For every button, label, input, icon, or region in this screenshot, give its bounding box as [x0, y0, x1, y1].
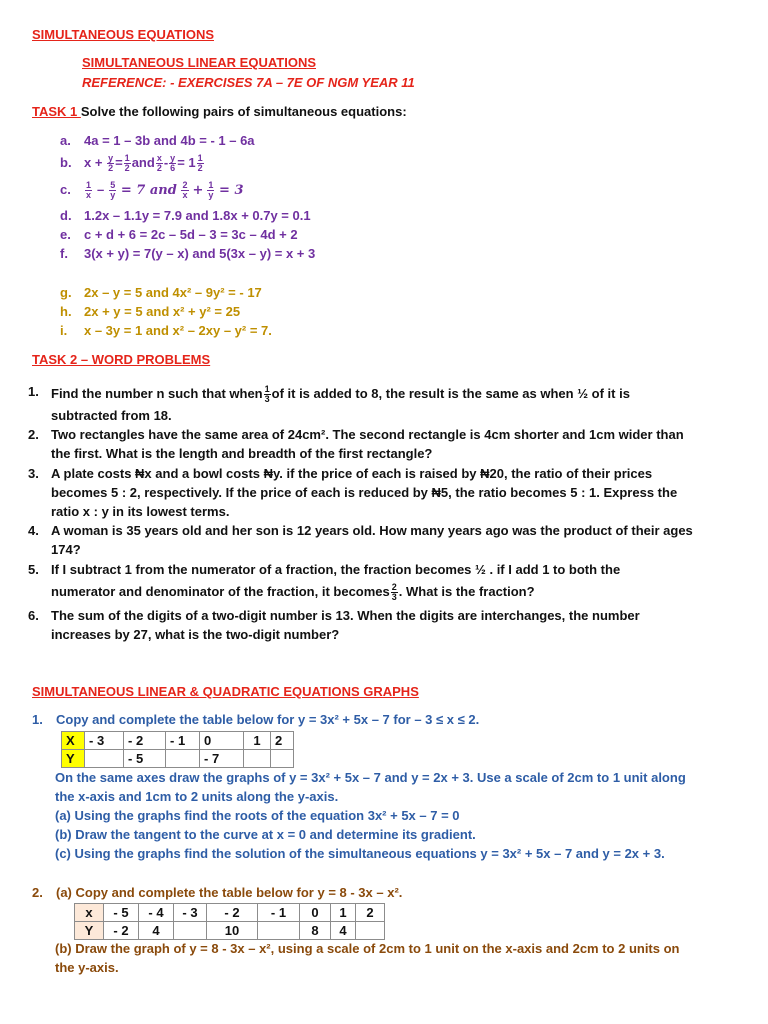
task2-heading: TASK 2 – WORD PROBLEMS — [32, 352, 211, 367]
table-cell: 2 — [271, 732, 294, 750]
problem-number: 5. — [28, 562, 39, 577]
table-cell: - 1 — [166, 732, 200, 750]
problem-number: 2. — [28, 427, 39, 442]
fraction: $\frac{5}{y}$ — [110, 180, 116, 201]
table-cell: - 2 — [207, 904, 258, 922]
equation-e — [60, 226, 298, 244]
equation-h — [60, 303, 240, 321]
equation-text: 2x + y = 5 and x² + y² = 25 — [84, 304, 241, 319]
table-cell — [271, 750, 294, 768]
fraction: $\frac{2}{3}$ — [391, 582, 397, 603]
equation-label: e. — [60, 227, 71, 242]
problem-number: 3. — [28, 466, 39, 481]
table-row — [75, 922, 385, 940]
table-q1 — [61, 731, 294, 768]
equation-i — [60, 322, 272, 340]
table-row — [62, 732, 294, 750]
graph-question-2-line: the y-axis. — [55, 960, 119, 975]
section-subtitle: SIMULTANEOUS LINEAR EQUATIONS — [82, 55, 316, 70]
fraction: $\frac{y}{6}$ — [170, 153, 176, 174]
table-cell: X — [62, 732, 85, 750]
table-q2 — [74, 903, 385, 940]
table-cell: - 2 — [104, 922, 139, 940]
equation-label: b. — [60, 155, 72, 170]
equation-b: b. x + $\frac{y}{2}$ = $\frac{1}{2}$ and $\frac{x}{2}$ - $\frac{y}{6}$ = 1 $\frac{1}{2}$ — [60, 153, 203, 174]
graph-question-1-part-b: (b) Draw the tangent to the curve at x = 0 and determine its gradient. — [55, 827, 476, 842]
graph-question-1-line: the x-axis and 1cm to 2 units along the y-axis. — [55, 789, 339, 804]
fraction: $\frac{1}{2}$ — [124, 153, 130, 174]
question-text: (a) Copy and complete the table below for y = 8 - 3x – x². — [56, 885, 403, 900]
equation-c: c. $\frac{1}{x}$ – $\frac{5}{y}$ = 7 and $\frac{2}{x}$ + $\frac{1}{y}$ = 3 — [60, 178, 244, 203]
table-cell: 1 — [331, 904, 356, 922]
equation-g — [60, 284, 262, 302]
table-cell: x — [75, 904, 104, 922]
fraction: $\frac{1}{3}$ — [264, 384, 270, 405]
document-page: SIMULTANEOUS EQUATIONS SIMULTANEOUS LINEAR EQUATIONS REFERENCE: - EXERCISES 7A – 7E OF NGM YEAR 11 TASK 1 Solve the following pairs of simultaneous equations: a. 4a = 1 – 3b and 4b = - 1 – 6a b. x + $\frac{y}{2}$ = $\frac{1}{2}$ and $\frac{x}{2}$ - $\frac{y}{6}$ = 1 $\frac{1}{2}$ c. $\frac{1}{x}$ – $\frac{5}{y}$ = 7 and $\frac{2}{x}$ + $\frac{1}{y}$ = 3 d. 1.2x – 1.1y = 7.9 and 1.8x + 0.7y = 0.1 e. c + d + 6 = 2c – 5d – 3 = 3c – 4d + 2 f. 3(x + y) = 7(y – x) and 5(3x – y) = x + 3 g. 2x – y = 5 and 4x² – 9y² = - 17 h. 2x + y = 5 and x² + y² = 25 i. x – 3y = 1 and x² – 2xy – y² = 7. TASK 2 – WORD PROBLEMS 1. Find the number n such that when $\frac{1}{3}$ of it is added to 8, the result is the same as when ½ of it is subtracted from 18. 2. Two rectangles have the same area of 24cm². The second rectangle is 4cm shorter and 1cm wider than the first. What is the length and breadth of the first rectangle? 3. A plate costs ₦x and a bowl costs ₦y. if the price of each is raised by ₦20, the ratio of their prices becomes 5 : 2, respectively. If the price of each is reduced by ₦5, the ratio becomes 5 : 1. Express the ratio x : y in its lowest terms. 4. A woman is 35 years old and her son is 12 years old. How many years ago was the product of their ages 174? 5. If I subtract 1 from the numerator of a fraction, the fraction becomes ½ . if I add 1 to both the numerator and denominator of the fraction, it becomes $\frac{2}{3}$ . What is the fraction? 6. The sum of the digits of a two-digit number is 13. When the digits are interchanges, the number increases by 27, what is the two-digit number? SIMULTANEOUS LINEAR & QUADRATIC EQUATIONS GRAPHS 1. Copy and complete the table below for y = 3x² + 5x – 7 for – 3 ≤ x ≤ 2. X - 3 - 2 - 1 0 1 2 Y - 5 - 7 On the same axes draw the graphs of y = 3x² + 5x – 7 and y = 2x + 3. Use a scale of 2cm to 1 unit along the x-axis and 1cm to 2 units along the y-axis. (a) Using the graphs find the roots of the equation 3x² + 5x – 7 = 0 (b) Draw the tangent to the curve at x = 0 and determine its gradient. (c) Using the graphs find the solution of the simultaneous equations y = 3x² + 5x – 7 and y = 2x + 3. 2. (a) Copy and complete the table below for y = 8 - 3x – x². x - 5 - 4 - 3 - 2 - 1 0 1 2 Y - 2 4 10 8 4 (b) Draw the graph of y = 8 - 3x – x², using a scale of 2cm to 1 unit on the x-axis and 2cm to 2 units on the y-axis. — [28, 27, 693, 975]
table-cell: - 5 — [124, 750, 166, 768]
table-cell: - 1 — [258, 904, 300, 922]
table-cell: Y — [75, 922, 104, 940]
equation-a — [60, 132, 255, 150]
equation-b-pre: x + — [84, 155, 103, 170]
table-cell: Y — [62, 750, 85, 768]
reference-line: REFERENCE: - EXERCISES 7A – 7E OF NGM YEAR 11 — [82, 75, 415, 90]
question-text: Copy and complete the table below for y = 3x² + 5x – 7 for – 3 ≤ x ≤ 2. — [56, 712, 480, 727]
table-cell: 10 — [207, 922, 258, 940]
table-cell — [85, 750, 124, 768]
equation-label: f. — [60, 246, 68, 261]
equation-label: d. — [60, 208, 72, 223]
task1-instruction: Solve the following pairs of simultaneous equations: — [80, 104, 407, 119]
table-cell: - 4 — [139, 904, 174, 922]
problem-number: 1. — [28, 384, 39, 399]
equation-label: g. — [60, 285, 72, 300]
equation-label: c. — [60, 182, 71, 197]
table-cell: 4 — [331, 922, 356, 940]
equation-label: h. — [60, 304, 72, 319]
table-row — [75, 904, 385, 922]
fraction: $\frac{1}{y}$ — [208, 180, 214, 201]
task1-heading: TASK 1 — [32, 104, 81, 119]
table-cell — [166, 750, 200, 768]
table-row — [62, 750, 294, 768]
graph-question-1-part-a: (a) Using the graphs find the roots of the equation 3x² + 5x – 7 = 0 — [55, 808, 460, 823]
table-cell: - 5 — [104, 904, 139, 922]
table-cell: 1 — [244, 732, 271, 750]
equation-text: c + d + 6 = 2c – 5d – 3 = 3c – 4d + 2 — [84, 227, 298, 242]
task1-header — [32, 103, 407, 121]
equation-text: 2x – y = 5 and 4x² – 9y² = - 17 — [84, 285, 262, 300]
problem-number: 4. — [28, 523, 39, 538]
problem-number: 6. — [28, 608, 39, 623]
fraction: $\frac{y}{2}$ — [108, 153, 114, 174]
equation-label: i. — [60, 323, 68, 338]
table-cell: 0 — [300, 904, 331, 922]
fraction: $\frac{1}{x}$ — [86, 180, 92, 201]
graph-question-1-line: On the same axes draw the graphs of y = 3x² + 5x – 7 and y = 2x + 3. Use a scale of 2cm to 1 unit along — [55, 770, 686, 785]
graph-question-1-intro — [32, 711, 479, 729]
equation-f — [60, 245, 315, 263]
equation-text: x – 3y = 1 and x² – 2xy – y² = 7. — [84, 323, 272, 338]
table-cell — [356, 922, 385, 940]
equation-label: a. — [60, 133, 71, 148]
table-cell: - 3 — [174, 904, 207, 922]
graph-question-2-part-b: (b) Draw the graph of y = 8 - 3x – x², using a scale of 2cm to 1 unit on the x-axis and 2cm to 2 units on — [55, 941, 680, 956]
table-cell — [244, 750, 271, 768]
question-number: 2. — [32, 885, 43, 900]
graphs-heading: SIMULTANEOUS LINEAR & QUADRATIC EQUATIONS GRAPHS — [32, 684, 419, 699]
table-cell — [258, 922, 300, 940]
table-cell: - 7 — [200, 750, 244, 768]
document-title: SIMULTANEOUS EQUATIONS — [32, 27, 214, 42]
equation-text: 3(x + y) = 7(y – x) and 5(3x – y) = x + 3 — [84, 246, 316, 261]
fraction: $\frac{x}{2}$ — [156, 153, 162, 174]
fraction: $\frac{1}{2}$ — [197, 153, 203, 174]
table-cell: 2 — [356, 904, 385, 922]
table-cell: 0 — [200, 732, 244, 750]
equation-text: 1.2x – 1.1y = 7.9 and 1.8x + 0.7y = 0.1 — [84, 208, 311, 223]
table-cell — [174, 922, 207, 940]
graph-question-2-intro — [32, 884, 402, 902]
table-cell: - 3 — [85, 732, 124, 750]
equation-text: 4a = 1 – 3b and 4b = - 1 – 6a — [84, 133, 255, 148]
table-cell: - 2 — [124, 732, 166, 750]
equation-d — [60, 207, 311, 225]
graph-question-1-part-c: (c) Using the graphs find the solution of the simultaneous equations y = 3x² + 5x – 7 and y = 2x + 3. — [55, 846, 665, 861]
table-cell: 4 — [139, 922, 174, 940]
question-number: 1. — [32, 712, 43, 727]
table-cell: 8 — [300, 922, 331, 940]
fraction: $\frac{2}{x}$ — [182, 180, 188, 201]
